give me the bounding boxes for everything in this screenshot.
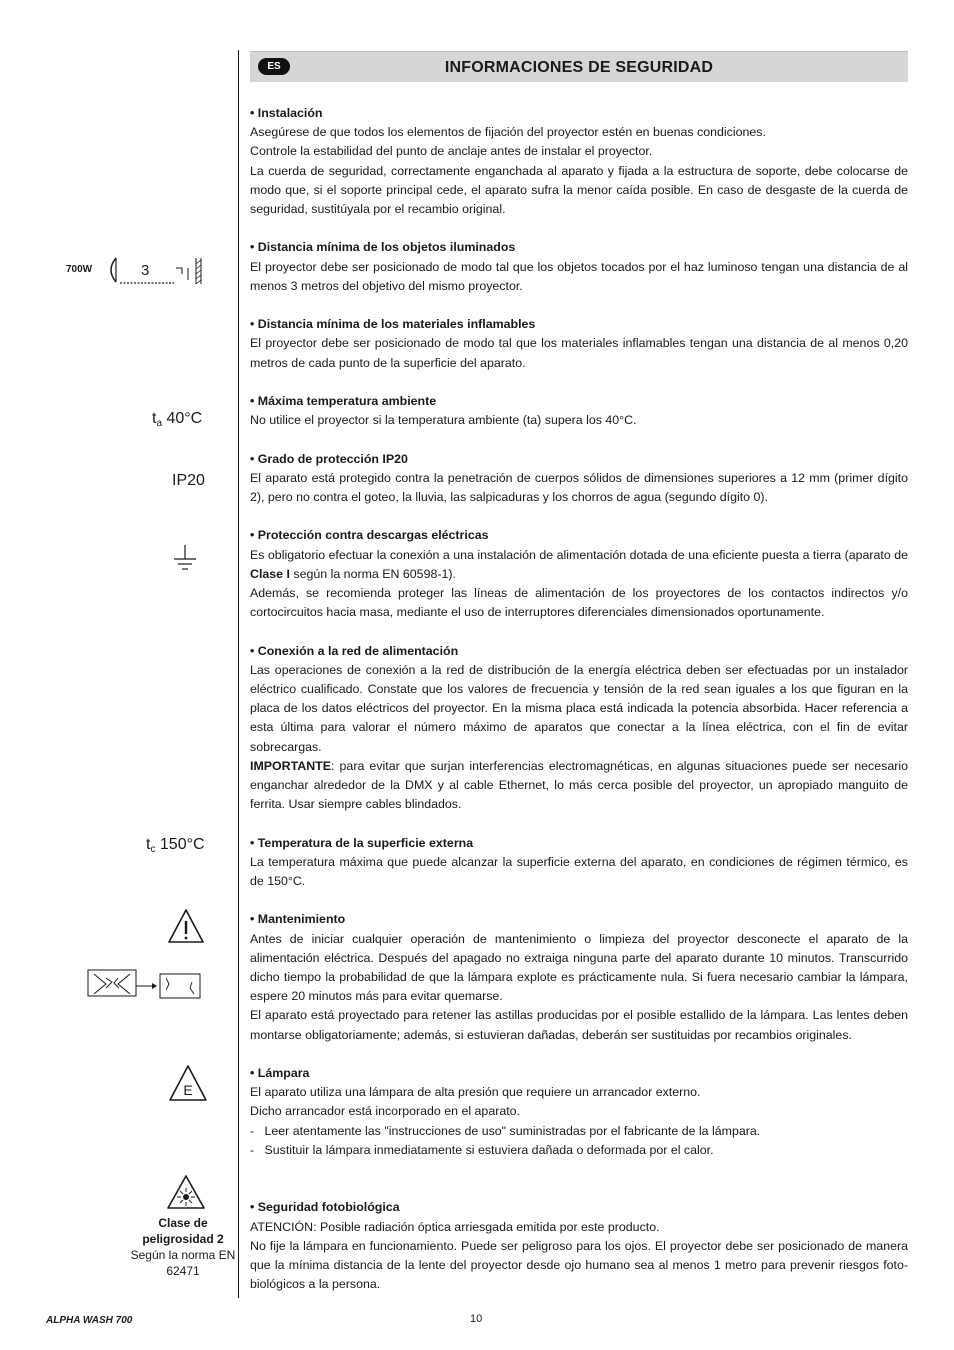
ambient-temp-label: ta 40°C: [152, 410, 203, 429]
section-fotobiologica: [250, 1198, 908, 1294]
section-title: • Mantenimiento: [250, 910, 908, 929]
paragraph: El aparato está protegido contra la penetración de cuerpos sólidos de dimensiones superiores a 12 mm (primer dígito 2), pero no contra el goteo, la lluvia, las salpicaduras y los chorros de agua (segundo dígito 0).: [250, 470, 908, 504]
paragraph: Las operaciones de conexión a la red de distribución de la energía eléctrica deben ser efectuadas por un instalador eléctrico cualificado. Constate que los valores de frecuencia y tensión de la red sean iguales a los que figuran en la placa de los datos eléctricos del proyector. En la misma placa está indicada la potencia absorbida. Hacer referencia a esta última para valorar el número máximo de aparatos que conectar a la línea eléctrica, con el fin de evitar sobrecargas.: [250, 662, 908, 754]
paragraph: Controle la estabilidad del punto de anclaje antes de instalar el proyector.: [250, 144, 653, 159]
section-distancia-materiales: [250, 315, 908, 373]
reset-warning-icon: [168, 1064, 208, 1102]
section-title: • Seguridad fotobiológica: [250, 1198, 908, 1217]
section-title: • Lámpara: [250, 1064, 908, 1083]
section-title: • Protección contra descargas eléctricas: [250, 526, 908, 545]
section-title: • Distancia mínima de los materiales inflamables: [250, 315, 908, 334]
section-grado-proteccion: [250, 450, 908, 508]
paragraph: ATENCIÓN: Posible radiación óptica arriesgada emitida por este producto.: [250, 1219, 660, 1234]
lens-replacement-icon: [86, 968, 204, 1000]
paragraph: La cuerda de seguridad, correctamente enganchada al aparato y fijada a la estructura de soporte, debe colocarse de modo que, si el soporte principal cede, el aparato sufra la menor caída posible. En caso de desgaste de la cuerda de seguridad, sustitúyala por el recambio original.: [250, 163, 908, 217]
paragraph: El proyector debe ser posicionado de modo tal que los objetos tocados por el haz luminoso tengan una distancia de al menos 3 metros del objetivo del mismo proyector.: [250, 259, 908, 293]
list-item: - Sustituir la lámpara inmediatamente si estuviera dañada o deformada por el calor.: [250, 1141, 908, 1160]
paragraph: Dicho arrancador está incorporado en el aparato.: [250, 1104, 521, 1119]
paragraph: No fije la lámpara en funcionamiento. Puede ser peligroso para los ojos. El proyector debe ser posicionado de manera que la mínima distancia de la lente del proyector desde ojo humano sea al menos 1 metro para prevenir riesgos foto-biológicos a la persona.: [250, 1238, 908, 1292]
svg-text:E: E: [183, 1082, 193, 1098]
section-title: • Conexión a la red de alimentación: [250, 642, 908, 661]
product-name: ALPHA WASH 700: [46, 1315, 133, 1326]
ip-rating-label: IP20: [172, 472, 205, 489]
section-title: • Máxima temperatura ambiente: [250, 392, 908, 411]
paragraph: El aparato está proyectado para retener las astillas producidas por el posible estallido de la lámpara. Las lentes deben montarse obligatoriamente; además, si estuvieran dañadas, deberán ser sustituidas por recambios originales.: [250, 1008, 908, 1042]
section-lampara: [250, 1064, 908, 1160]
language-badge: ES: [258, 58, 290, 75]
paragraph: Antes de iniciar cualquier operación de mantenimiento o limpieza del proyector desconecte el aparato de la alimentación eléctrica. Después del apagado no extraiga ninguna parte del aparato durante 10 minutos. Transcurrido dicho tiempo la probabilidad de que la lámpara explote es prácticamente nula. Si fuera necesario cambiar la lámpara, espere 20 minutos más para evitar quemarse.: [250, 931, 908, 1004]
paragraph: Asegúrese de que todos los elementos de fijación del proyector estén en buenas condiciones.: [250, 125, 766, 140]
paragraph: IMPORTANTE: para evitar que surjan interferencias electromagnéticas, en algunas situaciones puede ser necesario enganchar alrededor de la DMX y al cable Ethernet, lo más cerca posible del proyector, un apropiado manguito de ferrita. Usar siempre cables blindados.: [250, 758, 908, 812]
spacer: [250, 1179, 908, 1198]
hazard-class-note: Clase de peligrosidad 2 Según la norma EN 62471: [130, 1216, 236, 1278]
min-distance-icon: [100, 254, 210, 288]
laser-radiation-icon: [166, 1174, 206, 1210]
paragraph: Además, se recomienda proteger las líneas de alimentación de los proyectores de los contactos indirectos y/o cortocircuitos hacia masa, mediante el uso de interruptores diferenciales dimensionados oportunamente.: [250, 586, 908, 620]
section-distancia-objetos: [250, 238, 908, 296]
section-temperatura-superficie: [250, 834, 908, 892]
section-temperatura-ambiente: [250, 392, 908, 430]
power-label: 700W: [66, 264, 93, 275]
paragraph: No utilice el proyector si la temperatura ambiente (ta) supera los 40°C.: [250, 413, 637, 428]
paragraph: Es obligatorio efectuar la conexión a una instalación de alimentación dotada de una eficiente puesta a tierra (aparato de Clase I según la norma EN 60598-1).: [250, 547, 908, 581]
page-title: INFORMACIONES DE SEGURIDAD: [444, 59, 714, 76]
list-item: - Leer atentamente las "instrucciones de uso" suministradas por el fabricante de la lámpara.: [250, 1122, 908, 1141]
section-conexion: [250, 642, 908, 815]
section-mantenimiento: [250, 910, 908, 1044]
surface-temp-label: tc 150°C: [146, 836, 205, 855]
section-header: [250, 51, 908, 82]
paragraph: La temperatura máxima que puede alcanzar la superficie externa del aparato, en condiciones de régimen térmico, es de 150°C.: [250, 854, 908, 889]
warning-icon: [167, 908, 205, 944]
section-title: • Grado de protección IP20: [250, 450, 908, 469]
column-divider: [238, 50, 239, 1298]
paragraph: El proyector debe ser posicionado de modo tal que los materiales inflamables tengan una distancia de al menos 0,20 metros de cada punto de la superficie del aparato.: [250, 336, 908, 370]
section-title: • Temperatura de la superficie externa: [250, 834, 908, 853]
paragraph: El aparato utiliza una lámpara de alta presión que requiere un arrancador externo.: [250, 1085, 701, 1100]
page-number: 10: [470, 1313, 483, 1325]
section-instalacion: [250, 104, 908, 219]
section-title: • Instalación: [250, 104, 908, 123]
distance-value: 3: [141, 262, 150, 279]
section-descargas: [250, 526, 908, 622]
ground-icon: [172, 543, 198, 573]
safety-content: [250, 104, 908, 1314]
section-title: • Distancia mínima de los objetos iluminados: [250, 238, 908, 257]
